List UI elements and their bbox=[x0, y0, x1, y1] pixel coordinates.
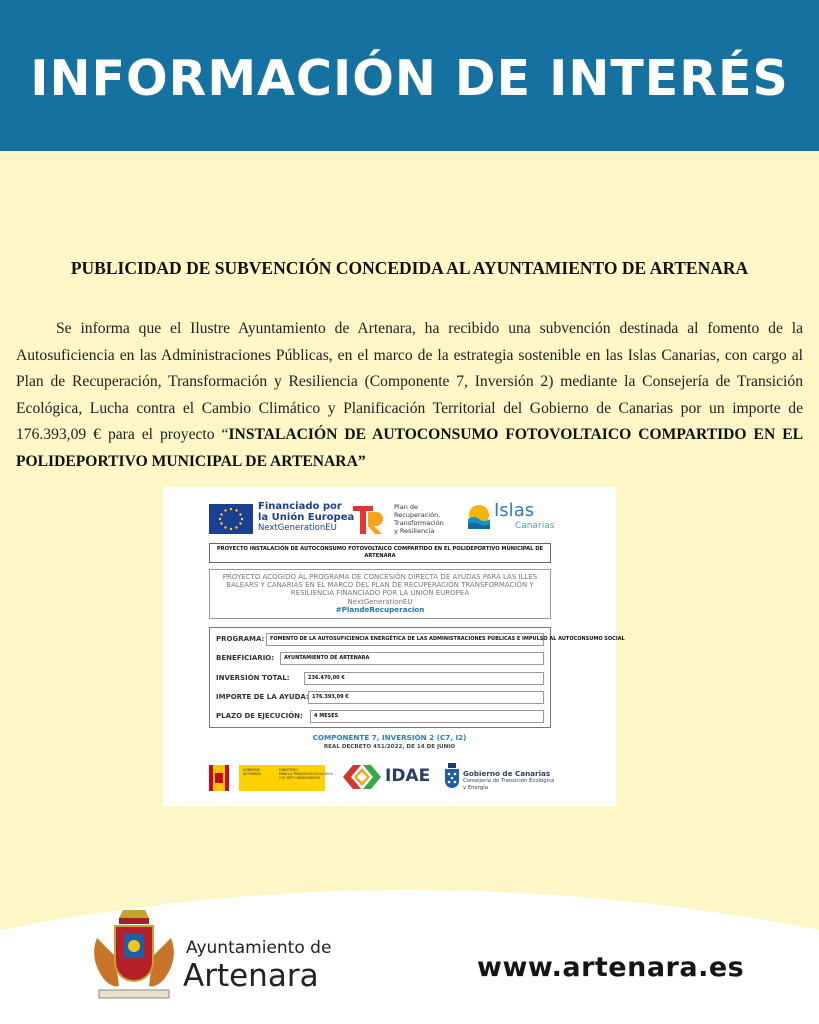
plan-recuperacion-logo-icon bbox=[351, 504, 385, 536]
notice-body-text: Se informa que el Ilustre Ayuntamiento de Artenara, ha recibido una subvención destinada al fomento de la Autosuficiencia en las Administraciones Públicas, en el marco de la estrategia sostenible en las Islas Canarias, con cargo al Plan de Recuperación, Transformación y Resiliencia (Componente 7, Inversión 2) mediante la Consejería de Transición Ecológica, Lucha contra el Cambio Climático y Planificación Territorial del Gobierno de Canarias por un importe de 176.393,09 € para el proyecto “ bbox=[16, 320, 803, 444]
idae-logo-icon bbox=[343, 763, 381, 791]
islas-canarias-sublabel: Canarias bbox=[515, 521, 555, 531]
subsidy-poster bbox=[163, 487, 625, 806]
project-title-box: PROYECTO INSTALACIÓN DE AUTOCONSUMO FOTOVOLTAICO COMPARTIDO EN EL POLIDEPORTIVO MUNICIPAL DE ARTENARA bbox=[209, 543, 551, 563]
decree-label: REAL DECRETO 451/2022, DE 14 DE JUNIO bbox=[323, 744, 456, 750]
artenara-label: Artenara bbox=[183, 958, 319, 994]
ministerio-label: MINISTERIO PARA LA TRANSICIÓN ECOLÓGICA Y EL RETO DEMOGRÁFICO bbox=[279, 768, 333, 780]
gobierno-espana-label: GOBIERNO DE ESPAÑA bbox=[243, 768, 261, 776]
program-subtext: NextGenerationEU bbox=[347, 597, 413, 606]
ayuntamiento-label: Ayuntamiento de bbox=[186, 938, 332, 958]
grant-details-form: PROGRAMA: FOMENTO DE LA AUTOSUFICIENCIA ENERGÉTICA DE LAS ADMINISTRACIONES PÚBLICAS E IMPULSO AL AUTOCONSUMO SOCIAL BENEFICIARIO: AYUNTAMIENTO DE ARTENARA INVERSIÓN TOTAL: 236.470,00 € IMPORTE DE LA AYUDA: 176.393,09 € PLAZO DE EJECUCIÓN: 4 MESES bbox=[209, 627, 551, 728]
program-box bbox=[209, 569, 551, 619]
header-banner bbox=[0, 0, 819, 151]
idae-label: IDAE bbox=[385, 766, 431, 786]
islas-canarias-label: Islas bbox=[494, 500, 535, 521]
notice-heading: PUBLICIDAD DE SUBVENCIÓN CONCEDIDA AL AYUNTAMIENTO DE ARTENARA bbox=[70, 258, 749, 278]
component-label: COMPONENTE 7, INVERSIÓN 2 (C7, I2) bbox=[312, 733, 467, 742]
gobierno-canarias-label: Gobierno de Canarias Consejería de Transición Ecológica y Energía bbox=[463, 769, 555, 791]
notice-project-name: INSTALACIÓN DE AUTOCONSUMO FOTOVOLTAICO COMPARTIDO EN EL POLIDEPORTIVO MUNICIPAL DE ARTENARA” bbox=[16, 426, 803, 470]
page-title: INFORMACIÓN DE INTERÉS bbox=[30, 50, 789, 107]
program-text: PROYECTO ACOGIDO AL PROGRAMA DE CONCESIÓN DIRECTA DE AYUDAS PARA LAS ILLES BALEARS Y CANARIAS EN EL MARCO DEL PLAN DE RECUPERACIÓN TRANSFORMACIÓN Y RESILIENCIA FINANCIADO POR LA UNIÓN EUROPEA bbox=[222, 573, 538, 598]
plan-recuperacion-label: Plan de Recuperación, Transformación y Resiliencia bbox=[394, 503, 444, 535]
hashtag: #PlandeRecuperacion bbox=[335, 604, 425, 614]
eu-funding-label: Financiado por la Unión Europea NextGenerationEU bbox=[258, 501, 355, 533]
artenara-coat-of-arms-icon bbox=[89, 908, 179, 1002]
poster-logo-row bbox=[163, 501, 616, 541]
eu-flag-icon bbox=[209, 504, 253, 534]
website-link[interactable]: www.artenara.es bbox=[477, 952, 745, 983]
gobierno-canarias-crest-icon bbox=[444, 763, 460, 791]
notice-body bbox=[16, 316, 803, 476]
islas-canarias-logo-icon bbox=[466, 503, 492, 533]
